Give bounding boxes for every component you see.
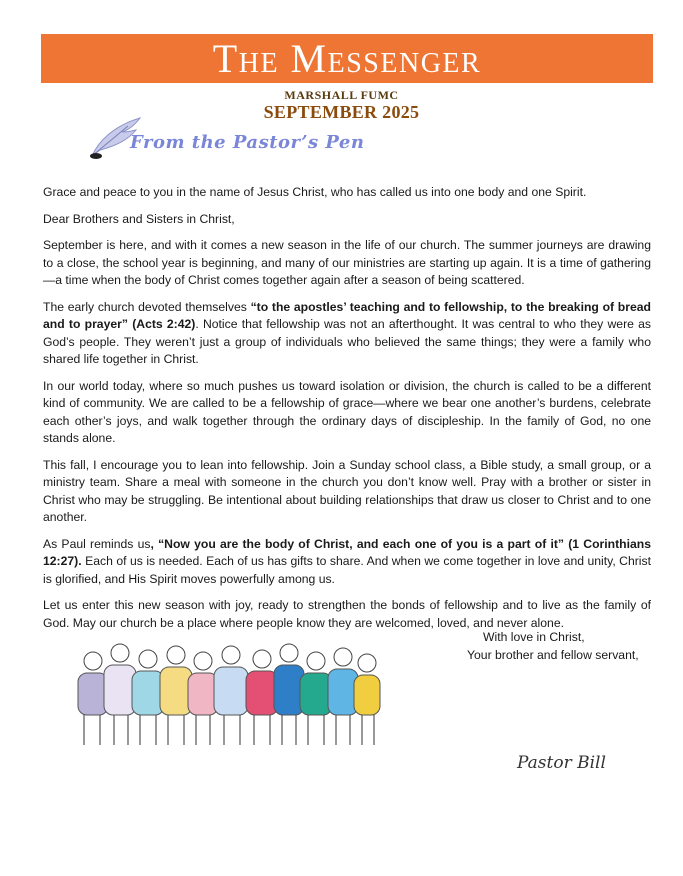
newsletter-title: The Messenger bbox=[212, 36, 482, 81]
text-run: . Notice that fellowship was not an afterthought. It was central to who they were as God’s people. They weren’t just a group of individuals who believed the same things; they were a family who shared life together in Christ. bbox=[43, 317, 652, 366]
paragraph: September is here, and with it comes a new season in the life of our church. The summer journeys are drawing to a close, the school year is beginning, and many of our ministries are starting up again. It is a time of gathering—a time when the body of Christ comes together again after a season of being scattered. bbox=[43, 238, 651, 287]
paragraph bbox=[43, 299, 651, 369]
salutation: Dear Brothers and Sisters in Christ, bbox=[43, 211, 235, 226]
letter-body bbox=[43, 184, 651, 641]
signature-text: Pastor Bill bbox=[517, 753, 606, 773]
people-embracing-illustration bbox=[74, 635, 384, 750]
closing-line: With love in Christ, bbox=[483, 630, 585, 644]
text-run: Each of us is needed. Each of us has gifts to share. And when we come together in love and unity, Christ is glorified, and His Spirit moves powerfully among us. bbox=[43, 554, 651, 586]
masthead-banner bbox=[41, 34, 653, 83]
issue-date: SEPTEMBER 2025 bbox=[263, 102, 420, 122]
column-title: From the Pastor’s Pen bbox=[130, 132, 365, 153]
pastor-signature bbox=[515, 748, 615, 776]
scripture-quote: “to the apostles’ teaching and to fellowship, to the breaking of bread and to prayer” (Acts 2:42) bbox=[43, 299, 651, 331]
text-run: The early church devoted themselves bbox=[43, 299, 251, 314]
paragraph: This fall, I encourage you to lean into fellowship. Join a Sunday school class, a Bible study, a small group, or a ministry team. Share a meal with someone in the church you don’t know well. Pray with a brother or sister in Christ who may be struggling. Be intentional about building relationships that draw us closer to Christ and to one another. bbox=[43, 457, 651, 524]
paragraph: In our world today, where so much pushes us toward isolation or division, the church is called to be a different kind of community. We are called to be a fellowship of grace—where we bear one another’s burdens, celebrate each other’s joys, and walk together through the ordinary days of discipleship. In the family of God, no one stands alone. bbox=[43, 378, 651, 445]
closing-role: Your brother and fellow servant, bbox=[467, 648, 639, 662]
paragraph bbox=[43, 536, 651, 589]
organization-name: MARSHALL FUMC bbox=[284, 88, 399, 102]
greeting-paragraph: Grace and peace to you in the name of Jesus Christ, who has called us into one body and one Spirit. bbox=[43, 185, 587, 199]
scripture-quote: , “Now you are the body of Christ, and each one of you is a part of it” (1 Corinthians 12:27). bbox=[43, 536, 651, 568]
text-run: As Paul reminds us bbox=[43, 536, 151, 551]
paragraph: Let us enter this new season with joy, ready to strengthen the bonds of fellowship and to live as the family of God. May our church be a place where people know they are welcomed, loved, and never alone. bbox=[43, 598, 651, 630]
